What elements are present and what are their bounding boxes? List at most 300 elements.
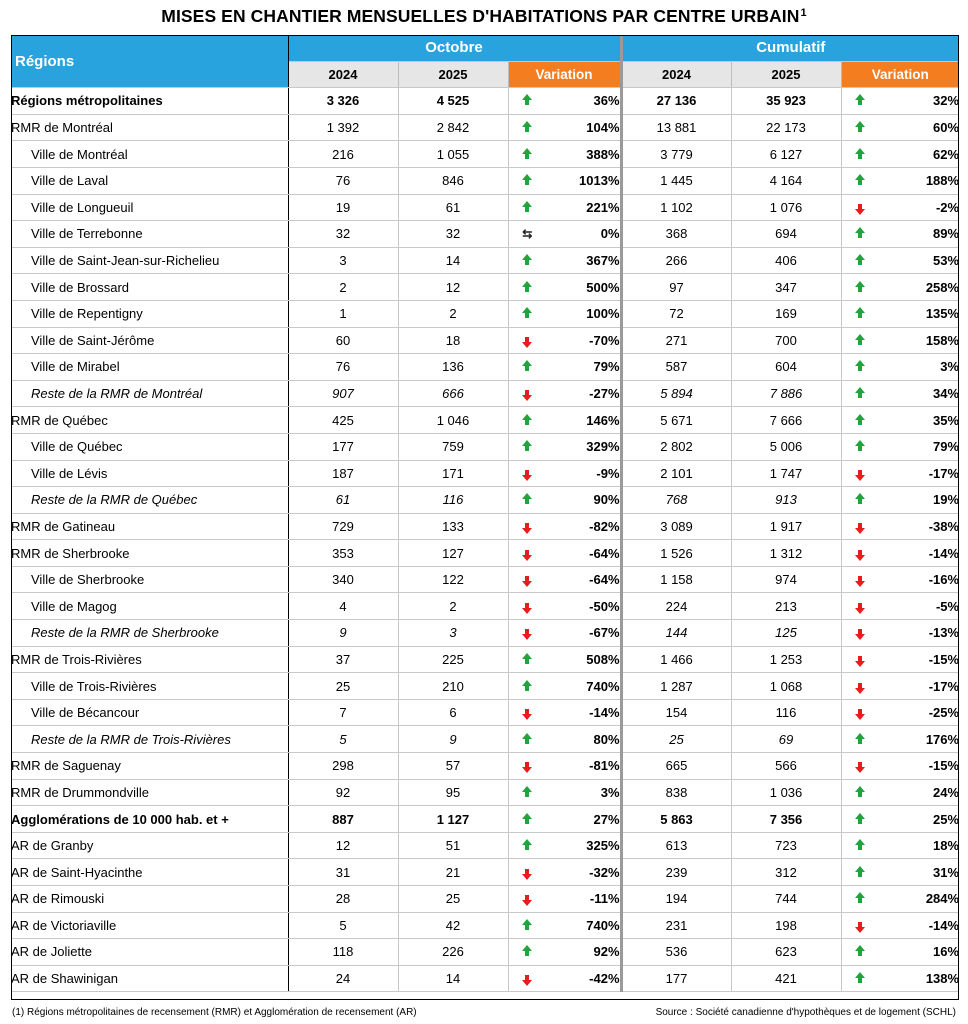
table-row [11, 620, 959, 647]
cum-trend-cell [841, 886, 879, 913]
region-name: Régions métropolitaines [11, 88, 288, 115]
arrow-down-icon [522, 634, 532, 640]
cum-2025-value: 913 [731, 487, 841, 514]
cum-variation-value: 79% [879, 433, 959, 460]
arrow-up-icon [522, 174, 532, 180]
region-name: RMR de Drummondville [11, 779, 288, 806]
cum-trend-cell [841, 247, 879, 274]
region-name: RMR de Saguenay [11, 753, 288, 780]
oct-trend-cell [508, 699, 546, 726]
oct-trend-cell [508, 354, 546, 381]
title-footnote-marker: 1 [800, 7, 807, 19]
arrow-down-icon [855, 581, 865, 587]
arrow-up-icon [855, 493, 865, 499]
arrow-up-icon [855, 440, 865, 446]
arrow-up-icon [522, 440, 532, 446]
oct-variation-value: -67% [546, 620, 621, 647]
cum-2024-value: 665 [621, 753, 731, 780]
cum-2025-value: 7 666 [731, 407, 841, 434]
header-cum-2024: 2024 [621, 61, 731, 88]
cum-2024-value: 587 [621, 354, 731, 381]
arrow-up-icon [522, 307, 532, 313]
arrow-down-icon [522, 980, 532, 986]
cum-2025-value: 566 [731, 753, 841, 780]
oct-trend-cell [508, 247, 546, 274]
oct-2024-value: 92 [288, 779, 398, 806]
oct-trend-cell [508, 167, 546, 194]
cum-2024-value: 25 [621, 726, 731, 753]
cum-variation-value: -17% [879, 673, 959, 700]
table-row [11, 433, 959, 460]
oct-trend-cell [508, 939, 546, 966]
cum-trend-cell [841, 673, 879, 700]
cum-2025-value: 1 076 [731, 194, 841, 221]
oct-2025-value: 226 [398, 939, 508, 966]
oct-trend-cell [508, 380, 546, 407]
arrow-up-icon [522, 201, 532, 207]
oct-2024-value: 32 [288, 221, 398, 248]
arrow-down-icon [855, 475, 865, 481]
oct-2025-value: 2 [398, 300, 508, 327]
cum-trend-cell [841, 806, 879, 833]
arrow-up-icon [522, 839, 532, 845]
oct-2025-value: 18 [398, 327, 508, 354]
region-name: Ville de Trois-Rivières [11, 673, 288, 700]
cum-2024-value: 231 [621, 912, 731, 939]
oct-2024-value: 187 [288, 460, 398, 487]
title-text: MISES EN CHANTIER MENSUELLES D'HABITATIONS PAR CENTRE URBAIN [161, 6, 800, 26]
table-row [11, 487, 959, 514]
arrow-down-icon [855, 528, 865, 534]
arrow-up-icon [522, 94, 532, 100]
oct-variation-value: -50% [546, 593, 621, 620]
cum-2024-value: 97 [621, 274, 731, 301]
cum-trend-cell [841, 88, 879, 115]
oct-2025-value: 1 055 [398, 141, 508, 168]
cum-2024-value: 224 [621, 593, 731, 620]
cum-2024-value: 1 526 [621, 540, 731, 567]
header-cum-2025: 2025 [731, 61, 841, 88]
arrow-up-icon [522, 493, 532, 499]
oct-trend-cell [508, 221, 546, 248]
oct-2025-value: 25 [398, 886, 508, 913]
oct-variation-value: 90% [546, 487, 621, 514]
table-row [11, 753, 959, 780]
cum-variation-value: 19% [879, 487, 959, 514]
cum-variation-value: 158% [879, 327, 959, 354]
cum-variation-value: 62% [879, 141, 959, 168]
arrow-up-icon [855, 121, 865, 127]
oct-2025-value: 57 [398, 753, 508, 780]
oct-variation-value: 508% [546, 646, 621, 673]
cum-trend-cell [841, 965, 879, 992]
table-row [11, 646, 959, 673]
cum-2025-value: 421 [731, 965, 841, 992]
arrow-up-icon [522, 121, 532, 127]
oct-2024-value: 61 [288, 487, 398, 514]
cum-2024-value: 3 779 [621, 141, 731, 168]
cum-2024-value: 1 466 [621, 646, 731, 673]
oct-trend-cell [508, 832, 546, 859]
cum-trend-cell [841, 540, 879, 567]
oct-variation-value: 36% [546, 88, 621, 115]
cum-2024-value: 266 [621, 247, 731, 274]
oct-variation-value: 500% [546, 274, 621, 301]
cum-variation-value: 16% [879, 939, 959, 966]
oct-2024-value: 2 [288, 274, 398, 301]
oct-trend-cell [508, 753, 546, 780]
cum-2025-value: 312 [731, 859, 841, 886]
cum-trend-cell [841, 327, 879, 354]
arrow-down-icon [522, 475, 532, 481]
cum-2025-value: 1 917 [731, 513, 841, 540]
table-row [11, 354, 959, 381]
arrow-up-icon [855, 866, 865, 872]
cum-variation-value: 284% [879, 886, 959, 913]
region-name: Ville de Terrebonne [11, 221, 288, 248]
oct-trend-cell [508, 912, 546, 939]
cum-2025-value: 744 [731, 886, 841, 913]
cum-2024-value: 27 136 [621, 88, 731, 115]
cum-2024-value: 536 [621, 939, 731, 966]
cum-variation-value: -13% [879, 620, 959, 647]
arrow-up-icon [855, 945, 865, 951]
header-cum-variation: Variation [841, 61, 959, 88]
cum-trend-cell [841, 859, 879, 886]
oct-2025-value: 210 [398, 673, 508, 700]
cum-variation-value: -17% [879, 460, 959, 487]
cum-2025-value: 198 [731, 912, 841, 939]
table-row [11, 327, 959, 354]
cum-2024-value: 5 863 [621, 806, 731, 833]
arrow-down-icon [522, 900, 532, 906]
cum-2025-value: 1 747 [731, 460, 841, 487]
arrow-down-icon [855, 608, 865, 614]
oct-variation-value: -82% [546, 513, 621, 540]
oct-trend-cell [508, 886, 546, 913]
oct-variation-value: -11% [546, 886, 621, 913]
arrow-up-icon [855, 387, 865, 393]
oct-2024-value: 37 [288, 646, 398, 673]
oct-2025-value: 3 [398, 620, 508, 647]
cum-2025-value: 125 [731, 620, 841, 647]
oct-variation-value: 80% [546, 726, 621, 753]
arrow-up-icon [855, 813, 865, 819]
arrow-up-icon [522, 733, 532, 739]
region-name: Ville de Laval [11, 167, 288, 194]
cum-2024-value: 768 [621, 487, 731, 514]
oct-2024-value: 4 [288, 593, 398, 620]
cum-trend-cell [841, 274, 879, 301]
cum-2025-value: 213 [731, 593, 841, 620]
oct-2024-value: 216 [288, 141, 398, 168]
oct-2024-value: 25 [288, 673, 398, 700]
oct-variation-value: 388% [546, 141, 621, 168]
oct-variation-value: 79% [546, 354, 621, 381]
header-oct-variation: Variation [508, 61, 621, 88]
arrow-down-icon [522, 342, 532, 348]
cum-variation-value: 135% [879, 300, 959, 327]
oct-2025-value: 136 [398, 354, 508, 381]
table-row [11, 806, 959, 833]
cum-2024-value: 838 [621, 779, 731, 806]
region-name: AR de Rimouski [11, 886, 288, 913]
table-row [11, 300, 959, 327]
cum-2024-value: 1 102 [621, 194, 731, 221]
cum-trend-cell [841, 354, 879, 381]
oct-variation-value: 740% [546, 673, 621, 700]
region-name: AR de Shawinigan [11, 965, 288, 992]
oct-2024-value: 425 [288, 407, 398, 434]
oct-variation-value: 0% [546, 221, 621, 248]
table-row [11, 726, 959, 753]
arrow-up-icon [522, 281, 532, 287]
table-row [11, 194, 959, 221]
arrow-up-icon [855, 414, 865, 420]
region-name: Reste de la RMR de Montréal [11, 380, 288, 407]
cum-variation-value: 60% [879, 114, 959, 141]
oct-variation-value: -42% [546, 965, 621, 992]
arrow-up-icon [855, 307, 865, 313]
cum-trend-cell [841, 221, 879, 248]
table-row [11, 167, 959, 194]
cum-trend-cell [841, 407, 879, 434]
cum-trend-cell [841, 460, 879, 487]
cum-variation-value: 32% [879, 88, 959, 115]
cum-trend-cell [841, 912, 879, 939]
cum-trend-cell [841, 513, 879, 540]
arrow-up-icon [522, 653, 532, 659]
oct-trend-cell [508, 141, 546, 168]
cum-variation-value: 35% [879, 407, 959, 434]
oct-2025-value: 846 [398, 167, 508, 194]
cum-variation-value: 176% [879, 726, 959, 753]
arrow-up-icon [522, 945, 532, 951]
header-regions: Régions [11, 35, 288, 88]
swap-arrows-icon: ⇆ [522, 227, 533, 242]
region-name: RMR de Gatineau [11, 513, 288, 540]
oct-trend-cell [508, 779, 546, 806]
table-row [11, 673, 959, 700]
oct-trend-cell [508, 274, 546, 301]
arrow-up-icon [855, 94, 865, 100]
region-name: Ville de Sherbrooke [11, 566, 288, 593]
table-row [11, 939, 959, 966]
oct-2024-value: 177 [288, 433, 398, 460]
cum-2024-value: 177 [621, 965, 731, 992]
cum-2024-value: 613 [621, 832, 731, 859]
table-row [11, 407, 959, 434]
region-name: Ville de Saint-Jérôme [11, 327, 288, 354]
arrow-down-icon [855, 927, 865, 933]
cum-variation-value: -38% [879, 513, 959, 540]
cum-2025-value: 7 886 [731, 380, 841, 407]
region-name: AR de Granby [11, 832, 288, 859]
cum-trend-cell [841, 699, 879, 726]
cum-trend-cell [841, 194, 879, 221]
oct-trend-cell [508, 965, 546, 992]
arrow-up-icon [855, 174, 865, 180]
table-row [11, 247, 959, 274]
arrow-up-icon [522, 919, 532, 925]
oct-2024-value: 729 [288, 513, 398, 540]
header-oct-2024: 2024 [288, 61, 398, 88]
cum-2024-value: 239 [621, 859, 731, 886]
cum-2025-value: 35 923 [731, 88, 841, 115]
table-row [11, 832, 959, 859]
table-body [11, 88, 959, 992]
cum-trend-cell [841, 832, 879, 859]
cum-2024-value: 1 445 [621, 167, 731, 194]
region-name: Ville de Brossard [11, 274, 288, 301]
arrow-up-icon [855, 227, 865, 233]
cum-variation-value: -14% [879, 540, 959, 567]
cum-2024-value: 194 [621, 886, 731, 913]
oct-trend-cell [508, 859, 546, 886]
oct-variation-value: 325% [546, 832, 621, 859]
arrow-down-icon [855, 767, 865, 773]
oct-2025-value: 12 [398, 274, 508, 301]
oct-trend-cell [508, 540, 546, 567]
oct-2024-value: 907 [288, 380, 398, 407]
cum-variation-value: -2% [879, 194, 959, 221]
oct-variation-value: -64% [546, 540, 621, 567]
arrow-up-icon [522, 148, 532, 154]
cum-2025-value: 1 312 [731, 540, 841, 567]
oct-2025-value: 14 [398, 247, 508, 274]
cum-variation-value: -5% [879, 593, 959, 620]
oct-variation-value: 367% [546, 247, 621, 274]
arrow-down-icon [855, 714, 865, 720]
region-name: RMR de Québec [11, 407, 288, 434]
cum-2024-value: 271 [621, 327, 731, 354]
oct-trend-cell [508, 487, 546, 514]
cum-2025-value: 169 [731, 300, 841, 327]
table-row [11, 593, 959, 620]
cum-trend-cell [841, 141, 879, 168]
cum-trend-cell [841, 726, 879, 753]
cum-trend-cell [841, 167, 879, 194]
region-name: RMR de Montréal [11, 114, 288, 141]
cum-variation-value: -25% [879, 699, 959, 726]
cum-trend-cell [841, 646, 879, 673]
oct-2024-value: 5 [288, 726, 398, 753]
table-row [11, 779, 959, 806]
cum-variation-value: 24% [879, 779, 959, 806]
cum-2025-value: 694 [731, 221, 841, 248]
table-row [11, 912, 959, 939]
oct-variation-value: -9% [546, 460, 621, 487]
cum-2024-value: 2 802 [621, 433, 731, 460]
cum-trend-cell [841, 487, 879, 514]
arrow-up-icon [855, 360, 865, 366]
region-name: RMR de Trois-Rivières [11, 646, 288, 673]
oct-variation-value: -81% [546, 753, 621, 780]
arrow-up-icon [855, 839, 865, 845]
oct-variation-value: 100% [546, 300, 621, 327]
oct-variation-value: 329% [546, 433, 621, 460]
oct-2025-value: 32 [398, 221, 508, 248]
cum-trend-cell [841, 300, 879, 327]
oct-variation-value: 146% [546, 407, 621, 434]
cum-2024-value: 368 [621, 221, 731, 248]
cum-2024-value: 5 671 [621, 407, 731, 434]
arrow-down-icon [522, 555, 532, 561]
oct-2025-value: 759 [398, 433, 508, 460]
oct-2024-value: 118 [288, 939, 398, 966]
oct-2024-value: 76 [288, 354, 398, 381]
arrow-up-icon [522, 813, 532, 819]
cum-2024-value: 2 101 [621, 460, 731, 487]
table-row [11, 141, 959, 168]
oct-2025-value: 21 [398, 859, 508, 886]
cum-2025-value: 347 [731, 274, 841, 301]
table-row [11, 540, 959, 567]
arrow-down-icon [522, 581, 532, 587]
table-row [11, 114, 959, 141]
cum-trend-cell [841, 939, 879, 966]
oct-2025-value: 6 [398, 699, 508, 726]
oct-2025-value: 4 525 [398, 88, 508, 115]
header-row-groups [11, 35, 959, 61]
oct-2025-value: 9 [398, 726, 508, 753]
oct-trend-cell [508, 593, 546, 620]
oct-2025-value: 61 [398, 194, 508, 221]
oct-trend-cell [508, 566, 546, 593]
cum-trend-cell [841, 380, 879, 407]
arrow-up-icon [855, 786, 865, 792]
oct-variation-value: 27% [546, 806, 621, 833]
oct-2025-value: 133 [398, 513, 508, 540]
region-name: Ville de Repentigny [11, 300, 288, 327]
table-row [11, 699, 959, 726]
arrow-up-icon [855, 733, 865, 739]
arrow-down-icon [522, 528, 532, 534]
table-row [11, 886, 959, 913]
cum-variation-value: 138% [879, 965, 959, 992]
oct-variation-value: -14% [546, 699, 621, 726]
cum-trend-cell [841, 779, 879, 806]
arrow-up-icon [522, 254, 532, 260]
cum-2025-value: 723 [731, 832, 841, 859]
cum-2025-value: 116 [731, 699, 841, 726]
cum-trend-cell [841, 566, 879, 593]
region-name: Ville de Bécancour [11, 699, 288, 726]
cum-2025-value: 623 [731, 939, 841, 966]
region-name: Reste de la RMR de Québec [11, 487, 288, 514]
cum-2024-value: 1 287 [621, 673, 731, 700]
oct-variation-value: -27% [546, 380, 621, 407]
arrow-up-icon [855, 148, 865, 154]
table-row [11, 221, 959, 248]
cum-2024-value: 154 [621, 699, 731, 726]
oct-2024-value: 19 [288, 194, 398, 221]
table-row [11, 859, 959, 886]
cum-2025-value: 406 [731, 247, 841, 274]
cum-2025-value: 69 [731, 726, 841, 753]
footnote: (1) Régions métropolitaines de recensement (RMR) et Agglomération de recensement (AR) [12, 1007, 417, 1018]
cum-2024-value: 5 894 [621, 380, 731, 407]
oct-2024-value: 28 [288, 886, 398, 913]
oct-trend-cell [508, 646, 546, 673]
table-row [11, 965, 959, 992]
cum-2024-value: 1 158 [621, 566, 731, 593]
region-name: Reste de la RMR de Sherbrooke [11, 620, 288, 647]
arrow-down-icon [855, 634, 865, 640]
oct-2025-value: 51 [398, 832, 508, 859]
oct-2025-value: 1 127 [398, 806, 508, 833]
region-name: Ville de Magog [11, 593, 288, 620]
